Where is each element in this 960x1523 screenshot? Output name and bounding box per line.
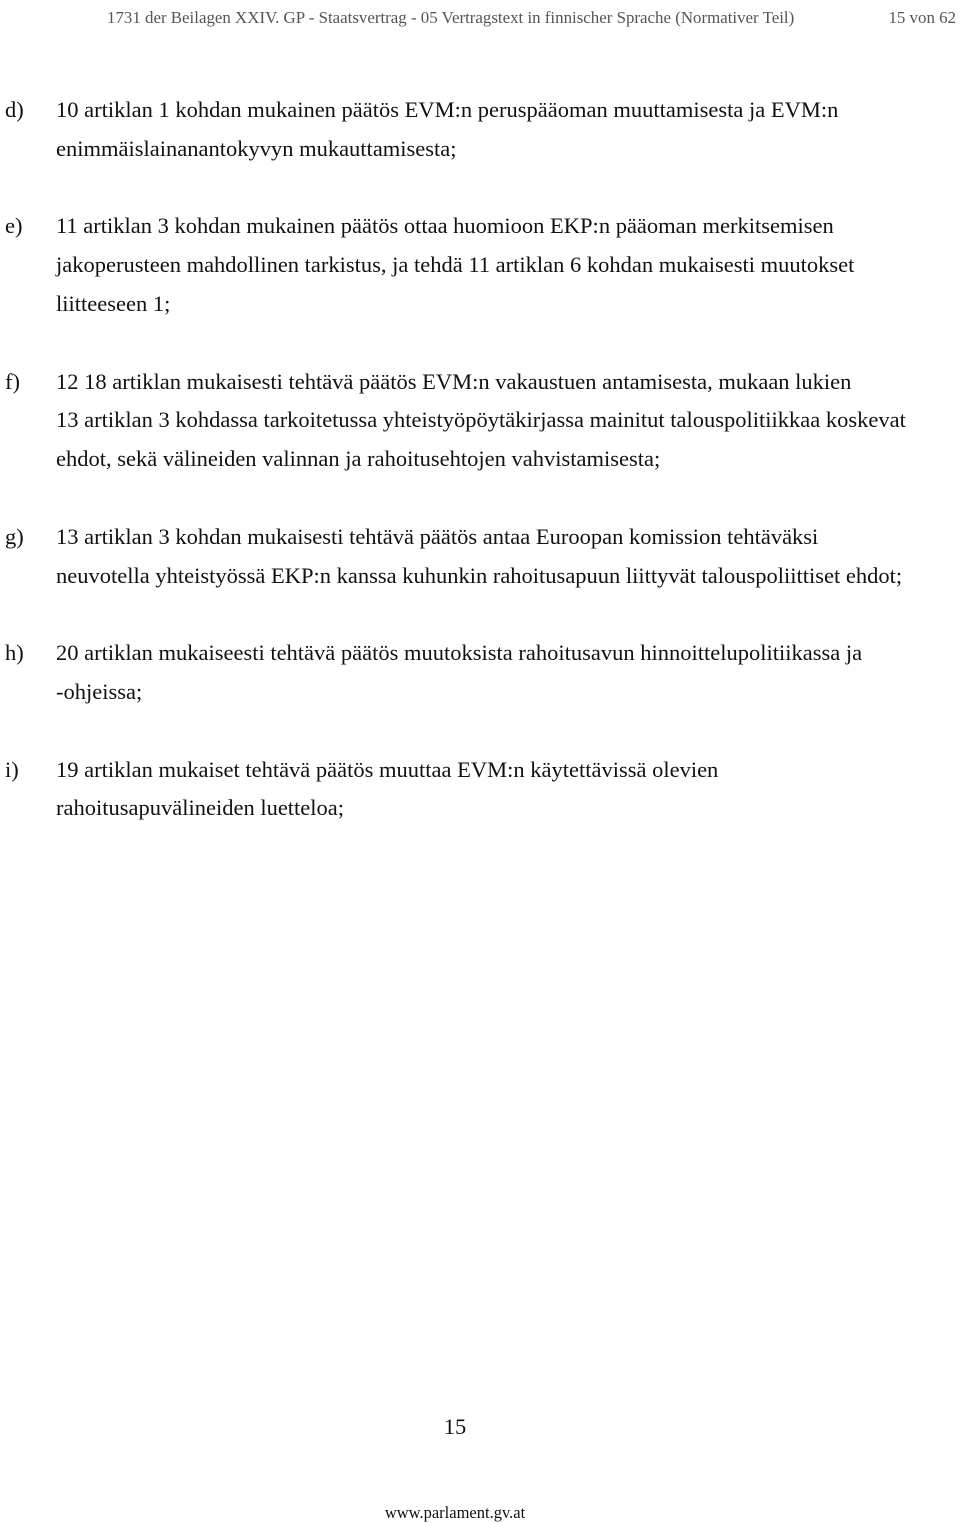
list-item-label: d) [5,97,24,122]
list-item-h [0,634,960,712]
list-item-label: f) [5,368,20,394]
running-header-title: 1731 der Beilagen XXIV. GP - Staatsvertrag - 05 Vertragstext in finnischer Sprache (Normativer Teil) [107,8,795,27]
list-item-text [56,363,906,479]
list-item-text [56,207,854,323]
text-line: jakoperusteen mahdollinen tarkistus, ja tehdä 11 artiklan 6 kohdan mukaisesti muutokset [56,252,855,278]
text-line: 11 artiklan 3 kohdan mukainen päätös ottaa huomioon EKP:n pääoman merkitsemisen [56,213,834,239]
text-line: enimmäislainanantokyvyn mukauttamisesta; [56,135,457,161]
list-item-text [56,751,718,829]
list-item-i [0,751,960,829]
enumerated-list [0,91,960,867]
list-item-label: g) [5,523,24,549]
text-line: ehdot, sekä välineiden valinnan ja rahoitusehtojen vahvistamisesta; [56,446,661,472]
text-line: 19 artiklan mukaiset tehtävä päätös muuttaa EVM:n käytettävissä olevien [56,756,719,782]
text-line: rahoitusapuvälineiden luetteloa; [56,795,345,821]
list-item-text [56,91,838,169]
list-item-label: h) [5,640,24,666]
list-item-f [0,363,960,479]
list-item-label: i) [5,756,19,782]
list-item-text [56,634,862,712]
footer-url: www.parlament.gv.at [384,1503,526,1522]
text-line: -ohjeissa; [56,678,143,704]
text-line: 13 artiklan 3 kohdassa tarkoitetussa yhteistyöpöytäkirjassa mainitut talouspolitiikkaa koskevat [56,407,906,433]
text-line: 12 18 artiklan mukaisesti tehtävä päätös EVM:n vakaustuen antamisesta, mukaan lukien [56,368,852,394]
page-number: 15 [443,1414,467,1439]
list-item-g [0,518,960,596]
text-line: 13 artiklan 3 kohdan mukaisesti tehtävä päätös antaa Euroopan komission tehtäväksi [56,523,819,549]
list-item-d [0,91,960,169]
list-item-e [0,207,960,323]
list-item-label: e) [5,213,23,239]
text-line: 20 artiklan mukaiseesti tehtävä päätös muutoksista rahoitusavun hinnoittelupolitiikassa ja [56,640,863,666]
list-item-text [56,518,902,596]
text-line: 10 artiklan 1 kohdan mukainen päätös EVM:n peruspääoman muuttamisesta ja EVM:n [56,97,839,122]
running-header-page-count: 15 von 62 [888,8,956,27]
text-line: neuvotella yhteistyössä EKP:n kanssa kuhunkin rahoitusapuun liittyvät talouspoliittiset ehdot; [56,562,903,588]
text-line: liitteeseen 1; [56,290,171,316]
